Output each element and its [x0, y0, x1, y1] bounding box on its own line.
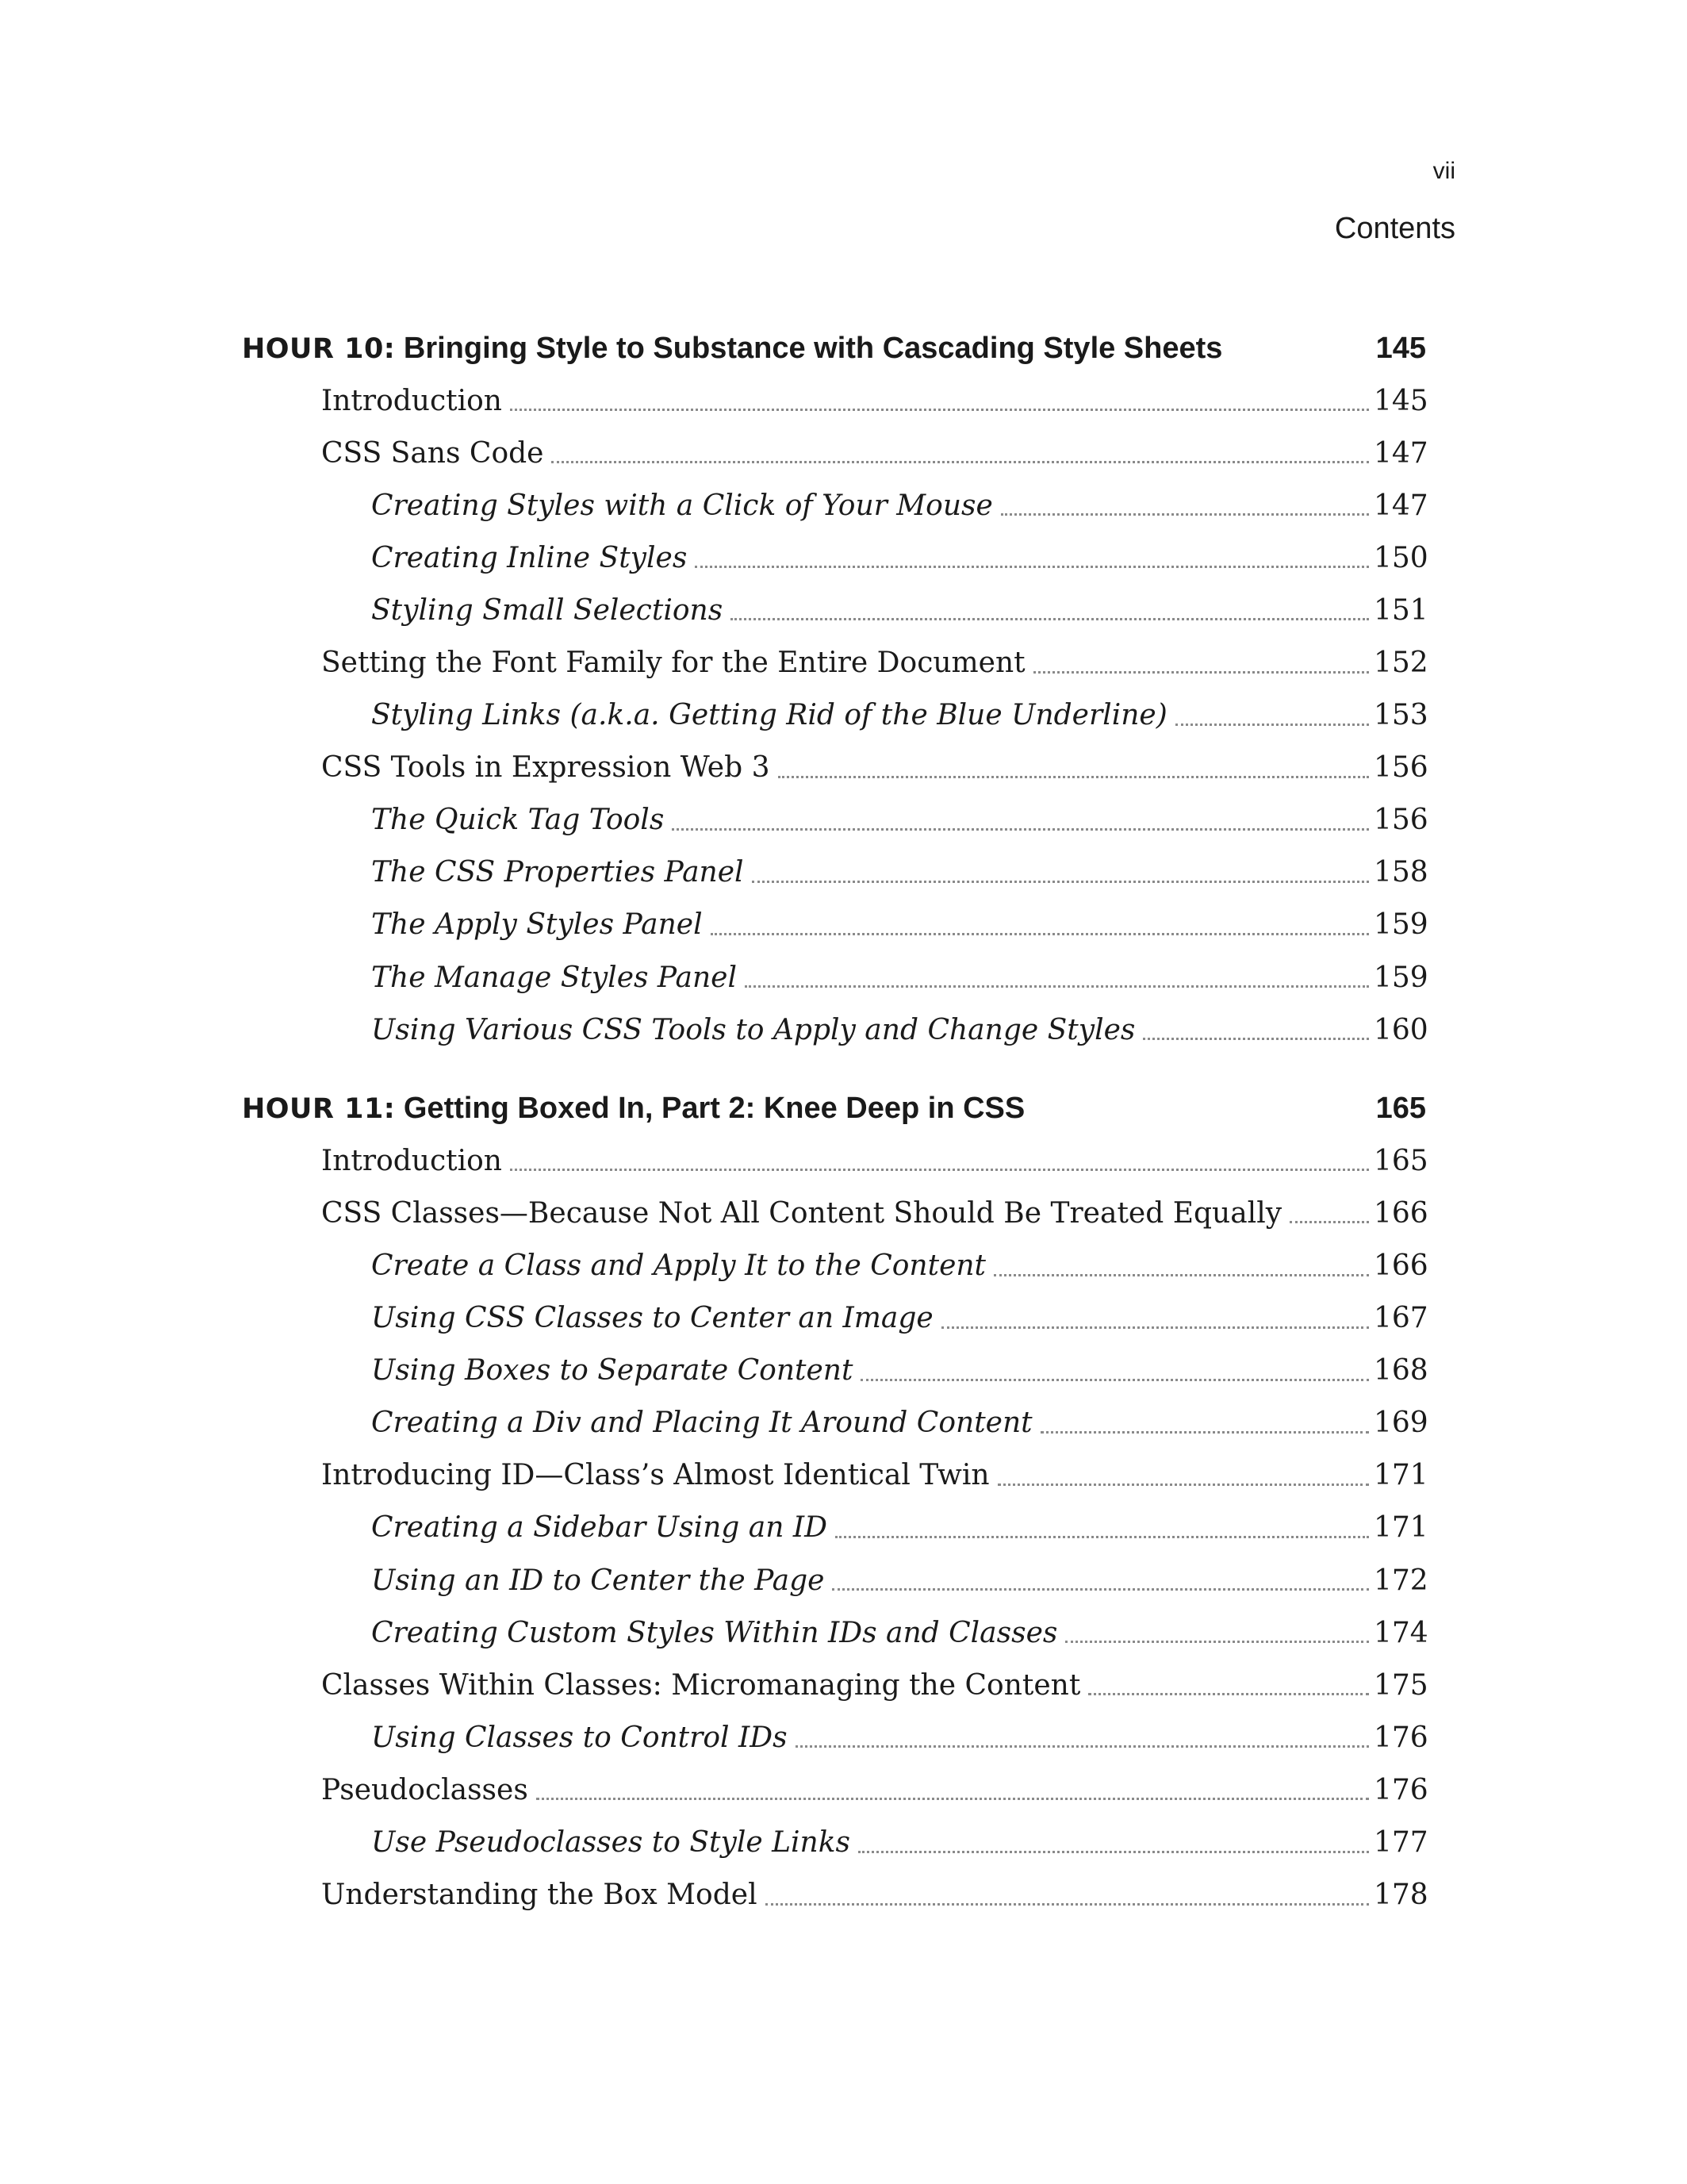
- toc-subsection-entry: [242, 1397, 1426, 1449]
- dot-leader: [551, 461, 1369, 463]
- hour-title: Getting Boxed In, Part 2: Knee Deep in CSS: [403, 1091, 1026, 1125]
- toc-entry-page-number: 166: [1374, 1196, 1428, 1230]
- toc-entry-page-number: 160: [1374, 1013, 1428, 1046]
- hour-title: Bringing Style to Substance with Cascading Style Sheets: [403, 331, 1223, 365]
- toc-subsection-entry: [242, 1502, 1426, 1554]
- toc-entry-page-number: 178: [1374, 1879, 1428, 1912]
- dot-leader: [1088, 1693, 1369, 1695]
- toc-entry-title: Introduction: [321, 384, 502, 417]
- toc-entry-list: [242, 1134, 1426, 1921]
- toc-entry-title: Styling Links (a.k.a. Getting Rid of the Blue Underline): [371, 699, 1167, 732]
- toc-entry-page-number: 169: [1374, 1407, 1428, 1440]
- dot-leader: [835, 1536, 1369, 1538]
- dot-leader: [858, 1851, 1369, 1853]
- toc-entry-page-number: 167: [1374, 1302, 1428, 1335]
- toc-entry-title: The Apply Styles Panel: [371, 908, 703, 942]
- toc-section-entry: [242, 1449, 1426, 1502]
- toc-entry-page-number: 159: [1374, 961, 1428, 994]
- running-head: Contents: [1334, 212, 1455, 245]
- hour-heading-text: [242, 332, 1222, 366]
- dot-leader: [730, 618, 1369, 620]
- toc-entry-title: Creating a Sidebar Using an ID: [371, 1511, 827, 1545]
- page-number: vii: [1432, 158, 1455, 184]
- dot-leader: [1001, 513, 1369, 516]
- toc-entry-page-number: 176: [1374, 1721, 1428, 1754]
- toc-entry-title: Classes Within Classes: Micromanaging the Content: [321, 1668, 1081, 1702]
- toc-entry-page-number: 153: [1374, 699, 1428, 732]
- toc-section-entry: [242, 1869, 1426, 1921]
- toc-entry-page-number: 174: [1374, 1616, 1428, 1649]
- dot-leader: [536, 1798, 1369, 1800]
- toc-section-entry: [242, 374, 1426, 427]
- toc-entry-title: Use Pseudoclasses to Style Links: [371, 1825, 851, 1859]
- dot-leader: [711, 933, 1369, 935]
- toc-entry-title: CSS Classes—Because Not All Content Should Be Treated Equally: [321, 1196, 1283, 1230]
- dot-leader: [832, 1588, 1369, 1591]
- toc-section-entry: [242, 427, 1426, 479]
- toc-subsection-entry: [242, 1606, 1426, 1659]
- toc-entry-page-number: 166: [1374, 1249, 1428, 1282]
- toc-subsection-entry: [242, 846, 1426, 899]
- dot-leader: [941, 1326, 1369, 1329]
- toc-entry-title: Using Classes to Control IDs: [371, 1721, 788, 1754]
- toc-entry-page-number: 176: [1374, 1773, 1428, 1806]
- toc-entry-page-number: 152: [1374, 647, 1428, 680]
- toc-entry-title: Creating Custom Styles Within IDs and Classes: [371, 1616, 1058, 1649]
- dot-leader: [752, 881, 1369, 883]
- dot-leader: [1041, 1431, 1369, 1434]
- hour-label: HOUR 10:: [242, 332, 396, 365]
- toc-entry-title: Introducing ID—Class’s Almost Identical Twin: [321, 1459, 990, 1492]
- toc-subsection-entry: [242, 1345, 1426, 1397]
- toc-entry-title: The Manage Styles Panel: [371, 961, 737, 994]
- toc-entry-title: Pseudoclasses: [321, 1773, 528, 1806]
- toc-subsection-entry: [242, 1239, 1426, 1292]
- toc-subsection-entry: [242, 689, 1426, 742]
- toc-subsection-entry: [242, 1711, 1426, 1764]
- dot-leader: [994, 1274, 1369, 1276]
- dot-leader: [1290, 1221, 1369, 1223]
- hour-page-number: 165: [1375, 1091, 1426, 1125]
- toc-entry-title: Creating a Div and Placing It Around Content: [371, 1407, 1033, 1440]
- toc-entry-page-number: 147: [1374, 436, 1428, 470]
- toc-entry-list: [242, 374, 1426, 1056]
- dot-leader: [510, 409, 1369, 411]
- toc-entry-page-number: 159: [1374, 908, 1428, 942]
- hour-label: HOUR 11:: [242, 1092, 396, 1125]
- toc-section-entry: [242, 1659, 1426, 1711]
- dot-leader: [695, 566, 1369, 568]
- toc-section-entry: [242, 636, 1426, 689]
- toc-entry-title: CSS Tools in Expression Web 3: [321, 751, 770, 785]
- table-of-contents: [242, 322, 1426, 1921]
- toc-subsection-entry: [242, 1554, 1426, 1606]
- toc-entry-page-number: 165: [1374, 1144, 1428, 1177]
- toc-section-entry: [242, 742, 1426, 794]
- hour-heading: [242, 322, 1426, 374]
- hour-page-number: 145: [1375, 331, 1426, 365]
- dot-leader: [510, 1169, 1369, 1171]
- toc-entry-page-number: 156: [1374, 804, 1428, 837]
- toc-entry-page-number: 158: [1374, 856, 1428, 889]
- toc-entry-title: Styling Small Selections: [371, 593, 723, 627]
- toc-entry-page-number: 171: [1374, 1459, 1428, 1492]
- toc-section-entry: [242, 1187, 1426, 1239]
- toc-subsection-entry: [242, 479, 1426, 532]
- toc-entry-page-number: 171: [1374, 1511, 1428, 1545]
- toc-entry-title: Using an ID to Center the Page: [371, 1564, 825, 1597]
- toc-entry-page-number: 156: [1374, 751, 1428, 785]
- toc-entry-page-number: 168: [1374, 1354, 1428, 1388]
- dot-leader: [1143, 1038, 1369, 1040]
- toc-entry-page-number: 147: [1374, 489, 1428, 522]
- dot-leader: [1065, 1641, 1369, 1643]
- dot-leader: [998, 1484, 1369, 1486]
- toc-entry-title: Setting the Font Family for the Entire Document: [321, 647, 1026, 680]
- toc-subsection-entry: [242, 584, 1426, 636]
- toc-subsection-entry: [242, 1004, 1426, 1056]
- toc-entry-page-number: 172: [1374, 1564, 1428, 1597]
- toc-entry-title: Using Various CSS Tools to Apply and Change Styles: [371, 1013, 1136, 1046]
- toc-entry-page-number: 177: [1374, 1825, 1428, 1859]
- toc-entry-title: Creating Inline Styles: [371, 541, 688, 574]
- toc-subsection-entry: [242, 1816, 1426, 1868]
- toc-entry-title: Using Boxes to Separate Content: [371, 1354, 853, 1388]
- toc-entry-title: The Quick Tag Tools: [371, 804, 665, 837]
- toc-subsection-entry: [242, 1292, 1426, 1345]
- toc-entry-title: Using CSS Classes to Center an Image: [371, 1302, 934, 1335]
- dot-leader: [672, 828, 1369, 831]
- dot-leader: [1175, 724, 1369, 726]
- toc-entry-page-number: 151: [1374, 593, 1428, 627]
- toc-subsection-entry: [242, 951, 1426, 1004]
- toc-entry-title: The CSS Properties Panel: [371, 856, 744, 889]
- toc-entry-page-number: 175: [1374, 1668, 1428, 1702]
- toc-entry-title: Creating Styles with a Click of Your Mouse: [371, 489, 993, 522]
- toc-subsection-entry: [242, 532, 1426, 584]
- toc-entry-page-number: 150: [1374, 541, 1428, 574]
- dot-leader: [778, 776, 1370, 778]
- hour-heading: [242, 1082, 1426, 1134]
- dot-leader: [1033, 671, 1369, 674]
- toc-entry-title: Create a Class and Apply It to the Content: [371, 1249, 987, 1282]
- dot-leader: [745, 985, 1369, 988]
- dot-leader: [861, 1379, 1369, 1381]
- toc-section-entry: [242, 1764, 1426, 1816]
- toc-entry-title: Understanding the Box Model: [321, 1879, 757, 1912]
- toc-entry-title: Introduction: [321, 1144, 502, 1177]
- dot-leader: [765, 1903, 1369, 1906]
- toc-section-entry: [242, 1134, 1426, 1187]
- toc-entry-page-number: 145: [1374, 384, 1428, 417]
- toc-entry-title: CSS Sans Code: [321, 436, 544, 470]
- dot-leader: [796, 1745, 1369, 1748]
- toc-subsection-entry: [242, 794, 1426, 846]
- toc-subsection-entry: [242, 899, 1426, 951]
- hour-heading-text: [242, 1092, 1025, 1126]
